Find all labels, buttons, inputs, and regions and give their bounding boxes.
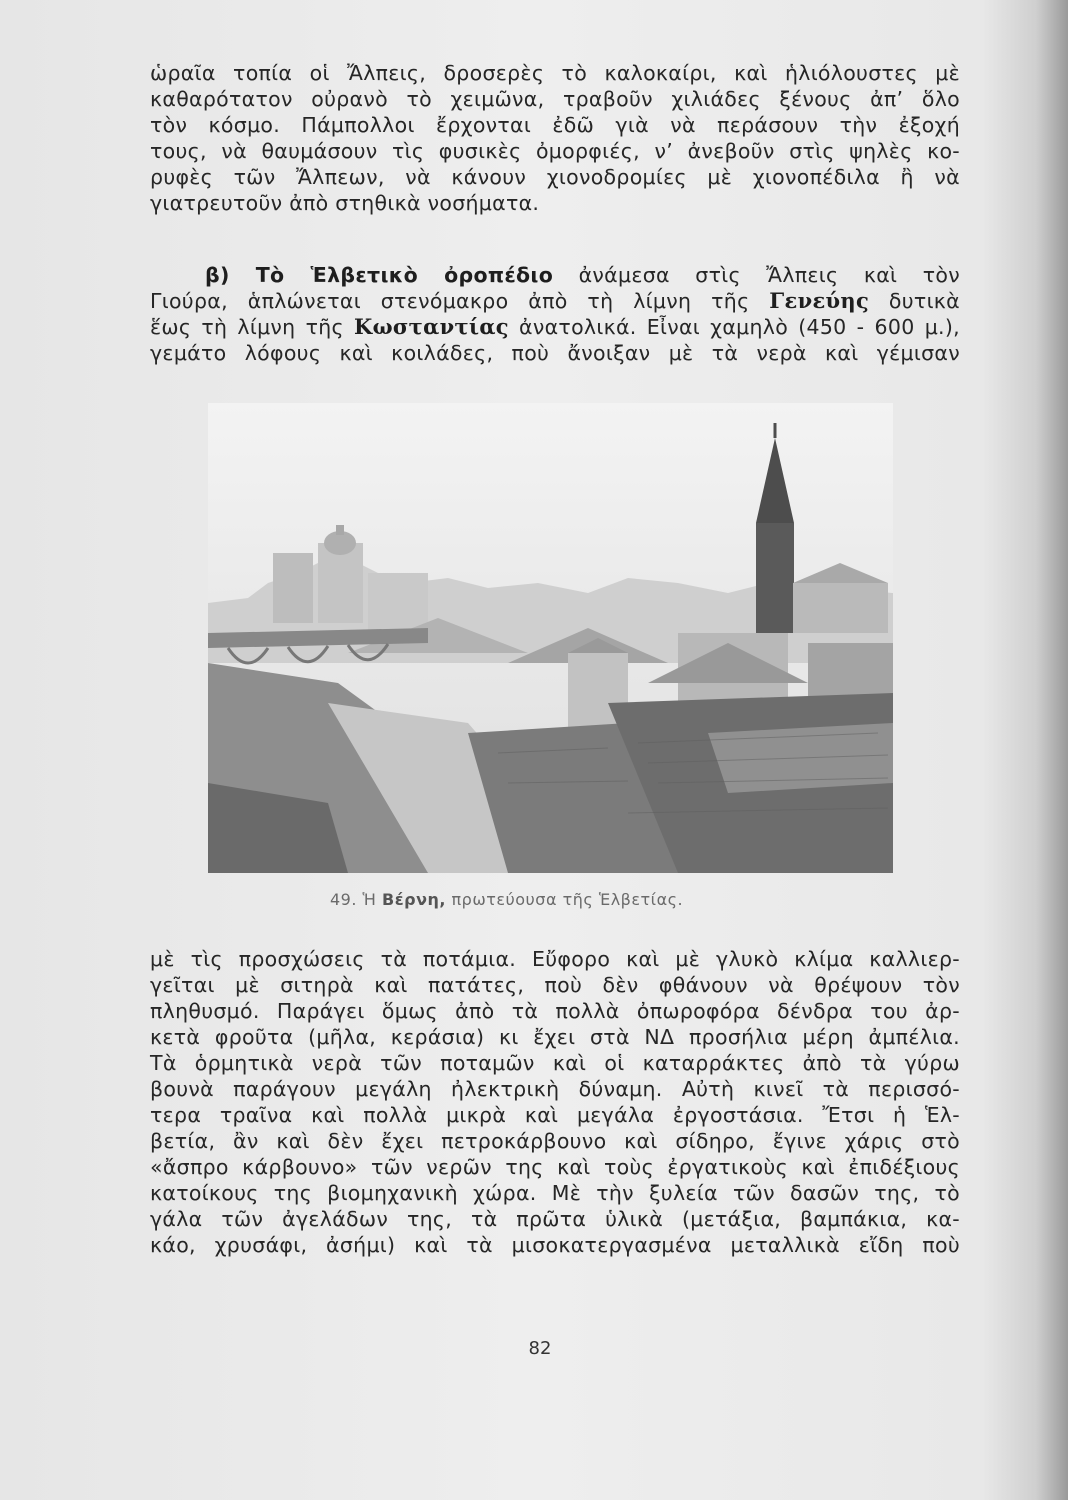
emphasis-constance: Κωσταντίας (354, 314, 509, 339)
text-line: μὲ τὶς προσχώσεις τὰ ποτάμια. Εὔφορο καὶ μὲ γλυκὸ κλίμα καλλιερ- (150, 947, 960, 971)
figure-caption (330, 890, 930, 909)
bern-photo (208, 403, 893, 873)
section-heading: β) Τὸ Ἑλβετικὸ ὀροπέδιο (205, 263, 554, 287)
text-line: βετία, ἂν καὶ δὲν ἔχει πετροκάρβουνο καὶ σίδηρο, ἔγινε χάρις στὸ (150, 1129, 960, 1153)
text-span: δυτικὰ (888, 289, 960, 313)
text-line: γιατρευτοῦν ἀπὸ στηθικὰ νοσήματα. (150, 191, 540, 215)
text-line: «ἄσπρο κάρβουνο» τῶν νερῶν της καὶ τοὺς ἐργατικοὺς καὶ ἐπιδέξιους (150, 1155, 960, 1179)
text-line: κάο, χρυσάφι, ἀσήμι) καὶ τὰ μισοκατεργασμένα μεταλλικὰ εἴδη ποὺ (150, 1233, 960, 1257)
paragraph-economy (150, 946, 960, 1258)
text-line: τους, νὰ θαυμάσουν τὶς φυσικὲς ὀμορφιές, ν’ ἀνεβοῦν στὶς ψηλὲς κο- (150, 139, 960, 163)
text-span: ἀνάμεσα στὶς Ἄλπεις καὶ τὸν (578, 263, 960, 287)
text-line: καθαρότατον οὐρανὸ τὸ χειμῶνα, τραβοῦν χιλιάδες ξένους ἀπ’ ὅλο (150, 87, 960, 111)
text-line: τὸν κόσμο. Πάμπολλοι ἔρχονται ἐδῶ γιὰ νὰ περάσουν τὴν ἐξοχή (150, 113, 960, 137)
text-line: ρυφὲς τῶν Ἄλπεων, νὰ κάνουν χιονοδρομίες μὲ χιονοπέδιλα ἢ νὰ (150, 165, 960, 189)
text-line (150, 288, 960, 314)
text-line (150, 262, 960, 288)
text-line: τερα τραῖνα καὶ πολλὰ μικρὰ καὶ μεγάλα ἐργοστάσια. Ἔτσι ἡ Ἑλ- (150, 1103, 960, 1127)
text-line: κετὰ φροῦτα (μῆλα, κεράσια) κι ἔχει στὰ ΝΔ προσήλια μέρη ἀμπέλια. (150, 1025, 960, 1049)
bern-cityscape-illustration (208, 403, 893, 873)
text-span: ἀνατολικά. Εἶναι χαμηλὸ (450 - 600 μ.), (519, 315, 960, 339)
text-span: Γιούρα, ἁπλώνεται στενόμακρο ἀπὸ τὴ λίμνη τῆς (150, 289, 750, 313)
text-line: γάλα τῶν ἀγελάδων της, τὰ πρῶτα ὑλικὰ (μετάξια, βαμπάκια, κα- (150, 1207, 960, 1231)
text-line (150, 314, 960, 340)
text-line: Τὰ ὁρμητικὰ νερὰ τῶν ποταμῶν καὶ οἱ καταρράκτες ἀπὸ τὰ γύρω (150, 1051, 960, 1075)
text-line: πληθυσμό. Παράγει ὅμως ἀπὸ τὰ πολλὰ ὀπωροφόρα δένδρα του ἀρ- (150, 999, 960, 1023)
text-span: ἕως τὴ λίμνη τῆς (150, 315, 344, 339)
text-line: κατοίκους της βιομηχανικὴ χώρα. Μὲ τὴν ξυλεία τῶν δασῶν της, τὸ (150, 1181, 960, 1205)
caption-city: Βέρνη, (382, 890, 446, 909)
text-line: γεῖται μὲ σιτηρὰ καὶ πατάτες, ποὺ δὲν φθάνουν νὰ θρέψουν τὸν (150, 973, 960, 997)
text-line: γεμάτο λόφους καὶ κοιλάδες, ποὺ ἄνοιξαν μὲ τὰ νερὰ καὶ γέμισαν (150, 341, 960, 365)
caption-text: πρωτεύουσα τῆς Ἑλβετίας. (451, 890, 684, 909)
text-line: βουνὰ παράγουν μεγάλη ἠλεκτρικὴ δύναμη. Αὐτὴ κινεῖ τὰ περισσό- (150, 1077, 960, 1101)
emphasis-geneva: Γενεύης (769, 288, 870, 313)
paragraph-alps-tourism (150, 60, 960, 216)
page-number: 82 (528, 1338, 552, 1359)
paragraph-swiss-plateau (150, 262, 960, 366)
text-line: ὡραῖα τοπία οἱ Ἄλπεις, δροσερὲς τὸ καλοκαίρι, καὶ ἡλιόλουστες μὲ (150, 61, 960, 85)
caption-number: 49. (330, 890, 357, 909)
caption-article: Ἡ (362, 890, 377, 909)
